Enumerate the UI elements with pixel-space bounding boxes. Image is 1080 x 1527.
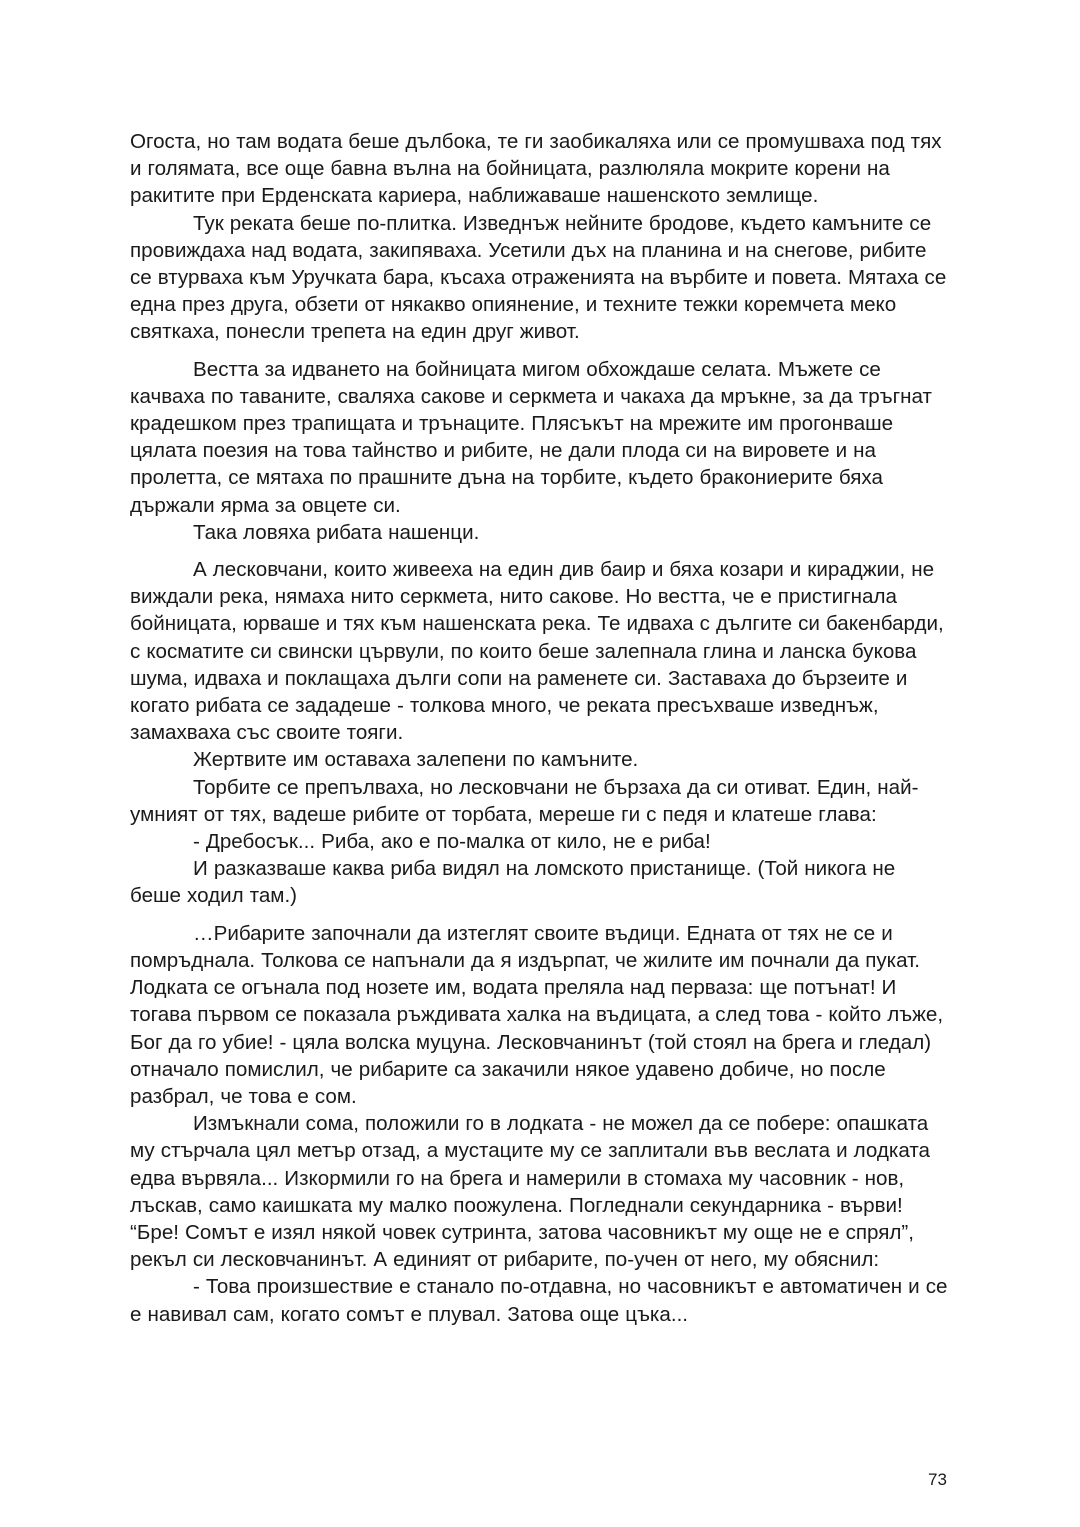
paragraph-9: И разказваше каква риба видял на ломското пристанище. (Той никога не беше ходил там.) bbox=[130, 857, 896, 908]
page-number: 73 bbox=[928, 1470, 947, 1489]
paragraph-4: Така ловяха рибата нашенци. bbox=[193, 520, 480, 544]
paragraph-3: Вестта за идването на бойницата мигом обхождаше селата. Мъжете се качваха по таваните, сваляха сакове и серкмета и чакаха да мръкне, за да тръгнат крадешком през трапищата и трънаците. Плясъкът на мрежите им прогонваше цялата поезия на това тайнство и рибите, не дали плода си на вировете и на пролетта, се мятаха по прашните дъна на торбите, където бракониерите бяха държали ярма за овцете си. bbox=[130, 357, 932, 517]
paragraph-12: - Това произшествие е станало по-отдавна, но часовникът е автоматичен и се е навивал сам, когато сомът е плувал. Затова още цъка... bbox=[130, 1275, 948, 1326]
paragraph-7: Торбите се препълваха, но лесковчани не бързаха да си отиват. Един, най-умният от тях, вадеше рибите от торбата, мереше ги с педя и клатеше глава: bbox=[130, 775, 919, 826]
paragraph-11: Измъкнали сома, положили го в лодката - не можел да се побере: опашката му стърчала цял метър отзад, а мустаците му се заплитали във веслата и лодката едва вървяла... Изкормили го на брега и намерили в стомаха му часовник - нов, лъскав, само каишката му малко поожулена. Погледнали секундарника - върви! “Бре! Сомът е изял някой човек сутринта, затова часовникът му още не е спрял”, рекъл си лесковчанинът. А единият от рибарите, по-учен от него, му обяснил: bbox=[130, 1112, 931, 1272]
paragraph-1: Огоста, но там водата беше дълбока, те ги заобикаляха или се промушваха под тях и голямата, все още бавна вълна на бойницата, разлюляла мокрите корени на ракитите при Ерденската кариера, наближаваше нашенското землище. bbox=[130, 130, 942, 208]
paragraph-2: Тук реката беше по-плитка. Изведнъж нейните бродове, където камъните се провиждаха над водата, закипяваха. Усетили дъх на планина и на снегове, рибите се втурваха към Уручката бара, късаха отраженията на върбите и повета. Мятаха се една през друга, обзети от някакво опиянение, и техните тежки коремчета меко святкаха, понесли трепета на един друг живот. bbox=[130, 211, 947, 344]
paragraph-6: Жертвите им оставаха залепени по камъните. bbox=[193, 748, 639, 772]
paragraph-8: - Дребосък... Риба, ако е по-малка от кило, не е риба! bbox=[193, 830, 711, 854]
page-body bbox=[130, 128, 952, 1328]
paragraph-10: …Рибарите започнали да изтеглят своите въдици. Едната от тях не се и помръднала. Толкова се напънали да я издърпат, че жилите им почнали да пукат. Лодката се огънала под нозете им, водата преляла над перваза: ще потънат! И тогава първом се показала ръждивата халка на въдицата, а след това - който лъже, Бог да го убие! - цяла волска муцуна. Лесковчанинът (той стоял на брега и гледал) отначало помислил, че рибарите са закачили някое удавено добиче, но после разбрал, че това е сом. bbox=[130, 921, 944, 1108]
paragraph-5: А лесковчани, които живееха на един див баир и бяха козари и кираджии, не виждали река, нямаха нито серкмета, нито сакове. Но вестта, че е пристигнала бойницата, юрваше и тях към нашенската река. Те идваха с дългите си бакенбарди, с косматите си свински цървули, по които беше залепнала глина и ланска букова шума, идваха и поклащаха дълги сопи на раменете си. Заставаха до бързеите и когато рибата се зададеше - толкова много, че реката пресъхваше изведнъж, замахваха със своите тояги. bbox=[130, 558, 944, 745]
